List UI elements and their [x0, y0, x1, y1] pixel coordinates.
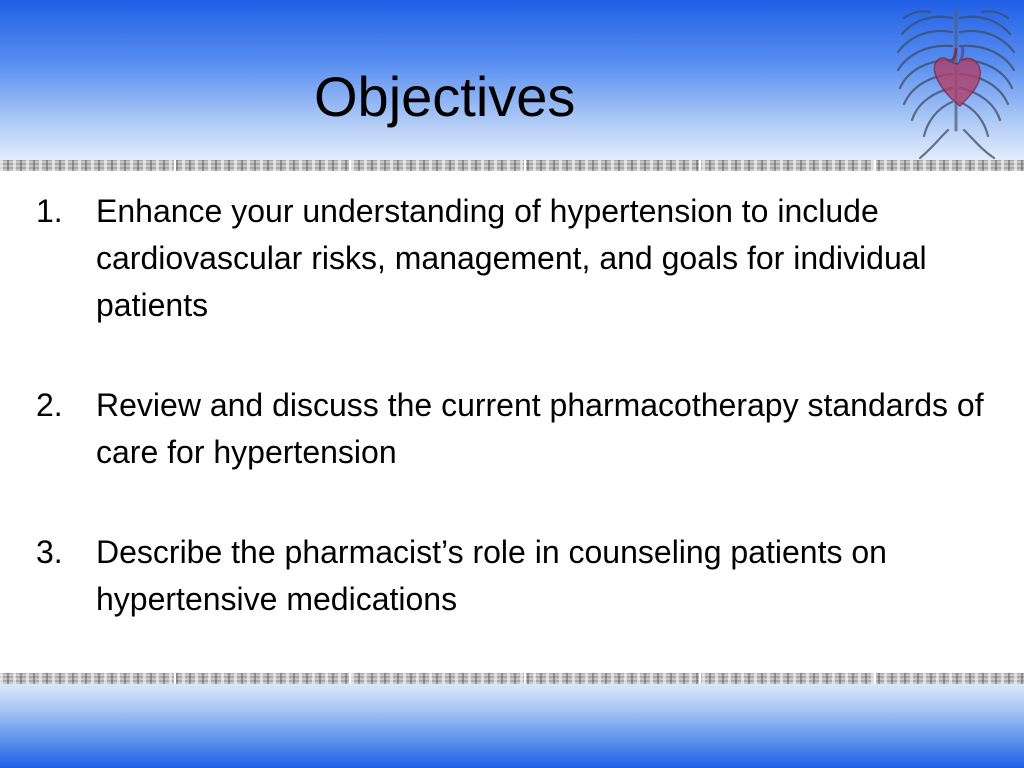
stone-divider-bottom: [0, 673, 1024, 684]
objective-item: [36, 529, 996, 623]
stone-divider-top: [0, 160, 1024, 171]
ribcage-heart-icon: [890, 4, 1022, 160]
objective-number: 3.: [36, 534, 63, 570]
footer-band: [0, 684, 1024, 768]
objective-text: Describe the pharmacist’s role in counseling patients on hypertensive medications: [96, 534, 887, 617]
objective-number: 1.: [36, 193, 63, 229]
objective-text: Review and discuss the current pharmacotherapy standards of care for hypertension: [96, 387, 984, 470]
objective-item: [36, 188, 996, 329]
objective-text: Enhance your understanding of hypertension to include cardiovascular risks, management, and goals for individual patients: [96, 193, 927, 323]
objective-item: [36, 382, 996, 476]
objectives-list: [36, 188, 996, 623]
slide-title: Objectives: [314, 65, 576, 128]
objective-number: 2.: [36, 387, 63, 423]
